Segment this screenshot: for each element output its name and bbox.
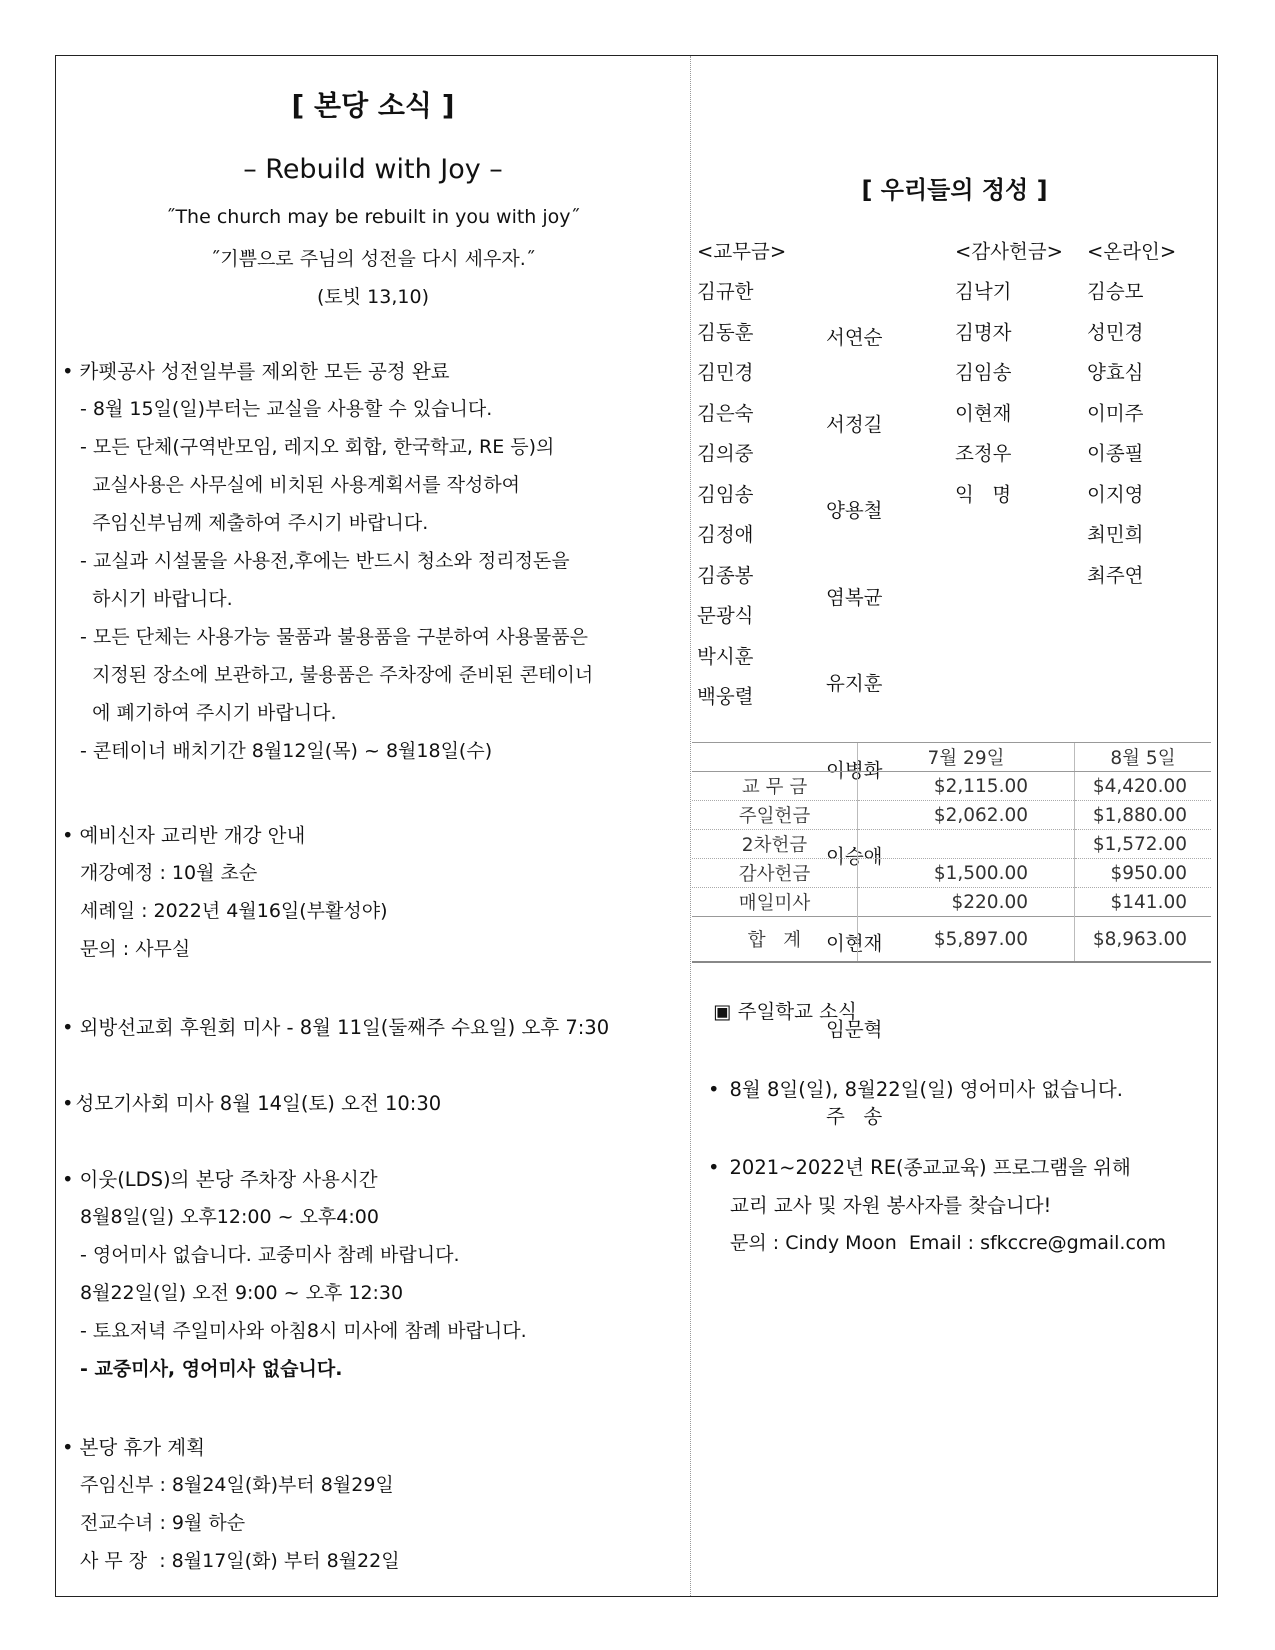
header-school-fee: <교무금> (697, 240, 787, 263)
donor-name: 임문혁 (826, 1018, 883, 1041)
carpet-line: 에 폐기하여 주시기 바랍니다. (80, 702, 337, 724)
parking-line: - 토요저녁 주일미사와 아침8시 미사에 참례 바랍니다. (80, 1320, 527, 1342)
amount-cell: $141.00 (1075, 888, 1212, 917)
parking-heading: • 이웃(LDS)의 본당 주차장 사용시간 (62, 1164, 378, 1192)
table-header-row (692, 743, 1211, 772)
amount-cell (858, 830, 1075, 859)
parking-line: - 교중미사, 영어미사 없습니다. (80, 1358, 343, 1380)
amount-cell: $4,420.00 (1075, 772, 1212, 801)
donor-name: 문광식 (697, 604, 754, 627)
donor-name: 김승모 (1087, 280, 1144, 303)
carpet-line: - 모든 단체는 사용가능 물품과 불용품을 구분하여 사용물품은 (80, 626, 588, 648)
catechumen-line: 문의 : 사무실 (80, 938, 191, 960)
quote-reference: (토빗 13,10) (317, 286, 429, 308)
vacation-line: 전교수녀 : 9월 하순 (80, 1512, 246, 1534)
donor-name: 서연순 (826, 326, 883, 349)
parking-line: 8월8일(일) 오후12:00 ~ 오후4:00 (80, 1206, 379, 1228)
donor-name: 최민희 (1087, 523, 1144, 546)
mother-mass-notice: • 성모기사회 미사 8월 14일(토) 오전 10:30 (62, 1088, 441, 1116)
donor-name: 익 명 (955, 482, 1012, 506)
row-label: 매일미사 (692, 888, 858, 917)
donor-name: 성민경 (1087, 320, 1144, 344)
offering-table (692, 742, 1211, 963)
donor-name: 이현재 (826, 931, 883, 955)
column-divider (690, 56, 691, 1596)
total-cell: $8,963.00 (1075, 917, 1212, 963)
donor-name: 박시훈 (697, 644, 754, 668)
sunday-school-item-cont: 교리 교사 및 자원 봉사자를 찾습니다! (730, 1194, 1052, 1217)
parking-line: - 영어미사 없습니다. 교중미사 참례 바랍니다. (80, 1244, 460, 1266)
donor-name: 김민경 (697, 361, 754, 384)
quote-english: ˝The church may be rebuilt in you with joy˝ (165, 206, 581, 228)
row-label: 감사헌금 (692, 859, 858, 888)
mission-mass-notice: • 외방선교회 후원회 미사 - 8월 11일(둘째주 수요일) 오후 7:30 (62, 1012, 609, 1040)
school-fee-list-1 (697, 272, 754, 718)
date-header: 7월 29일 (858, 743, 1075, 772)
donor-name: 김의중 (697, 442, 754, 465)
amount-cell: $2,115.00 (858, 772, 1075, 801)
donor-name: 김규한 (697, 280, 754, 303)
table-row (692, 830, 1211, 859)
catechumen-line: 개강예정 : 10월 초순 (80, 862, 258, 884)
subtitle-rebuild: – Rebuild with Joy – (243, 154, 503, 185)
contact-info: 문의 : Cindy Moon Email : sfkccre@gmail.com (730, 1232, 1167, 1254)
donor-name: 김은숙 (697, 401, 754, 425)
quote-korean: ˝기쁨으로 주님의 성전을 다시 세우자.˝ (210, 248, 536, 270)
parking-line: 8월22일(일) 오전 9:00 ~ 오후 12:30 (80, 1282, 404, 1304)
table-corner-cell (692, 743, 858, 772)
section-title-parish-news: [ 본당 소식 ] (291, 89, 455, 122)
donor-name: 유지훈 (826, 672, 883, 695)
table-row (692, 801, 1211, 830)
donor-name: 이미주 (1087, 401, 1144, 425)
row-label: 2차헌금 (692, 830, 858, 859)
donor-name: 조정우 (955, 442, 1012, 465)
donor-name: 김명자 (955, 320, 1012, 344)
donor-name: 양용철 (826, 499, 883, 522)
amount-cell: $1,880.00 (1075, 801, 1212, 830)
vacation-line: 주임신부 : 8월24일(화)부터 8월29일 (80, 1474, 394, 1496)
donor-name: 이종필 (1087, 442, 1144, 465)
donor-name: 서정길 (826, 412, 883, 436)
header-thanksgiving: <감사헌금> (955, 240, 1064, 263)
catechumen-line: 세례일 : 2022년 4월16일(부활성야) (80, 900, 388, 922)
thanksgiving-list (955, 272, 1012, 515)
vacation-heading: • 본당 휴가 계획 (62, 1432, 205, 1460)
donor-name: 김임송 (955, 361, 1012, 384)
donor-name: 최주연 (1087, 563, 1144, 587)
table-row (692, 888, 1211, 917)
table-total-row (692, 917, 1211, 963)
donor-name: 백웅렬 (697, 685, 754, 708)
donor-name: 김낙기 (955, 280, 1012, 303)
sunday-school-item: • 2021~2022년 RE(종교교육) 프로그램을 위해 (708, 1152, 1131, 1180)
carpet-line: - 교실과 시설물을 사용전,후에는 반드시 청소와 정리정돈을 (80, 550, 570, 572)
carpet-heading: • 카펫공사 성전일부를 제외한 모든 공정 완료 (62, 356, 450, 384)
donor-name: 이승애 (826, 845, 883, 868)
total-label: 합 계 (692, 917, 858, 963)
section-title-offerings: [ 우리들의 정성 ] (861, 176, 1048, 204)
table-row (692, 859, 1211, 888)
donor-name: 염복균 (826, 585, 883, 609)
date-header: 8월 5일 (1075, 743, 1212, 772)
carpet-line: 교실사용은 사무실에 비치된 사용계획서를 작성하여 (80, 474, 521, 496)
donor-name: 이지영 (1087, 482, 1144, 506)
donor-name: 주 송 (826, 1104, 883, 1128)
carpet-line: 지정된 장소에 보관하고, 불용품은 주차장에 준비된 콘테이너 (80, 664, 594, 686)
donor-name: 김동훈 (697, 320, 754, 344)
table-row (692, 772, 1211, 801)
carpet-line: - 모든 단체(구역반모임, 레지오 회합, 한국학교, RE 등)의 (80, 436, 555, 458)
donor-name: 양효심 (1087, 361, 1144, 384)
carpet-line: - 콘테이너 배치기간 8월12일(목) ~ 8월18일(수) (80, 740, 493, 762)
catechumen-heading: • 예비신자 교리반 개강 안내 (62, 820, 305, 848)
header-online: <온라인> (1087, 240, 1177, 263)
school-fee-list-2 (826, 272, 883, 1160)
donor-name: 이병화 (826, 758, 883, 782)
online-list (1087, 272, 1144, 596)
amount-cell: $2,062.00 (858, 801, 1075, 830)
donor-name: 김임송 (697, 482, 754, 506)
donor-name: 김종봉 (697, 563, 754, 587)
carpet-line: 하시기 바랍니다. (80, 588, 233, 610)
vacation-line: 사 무 장 : 8월17일(화) 부터 8월22일 (80, 1550, 400, 1572)
amount-cell: $950.00 (1075, 859, 1212, 888)
amount-cell: $220.00 (858, 888, 1075, 917)
donor-name: 김정애 (697, 523, 754, 546)
row-label: 주일헌금 (692, 801, 858, 830)
carpet-line: 주임신부님께 제출하여 주시기 바랍니다. (80, 512, 429, 534)
total-cell: $5,897.00 (858, 917, 1075, 963)
carpet-line: - 8월 15일(일)부터는 교실을 사용할 수 있습니다. (80, 398, 493, 420)
amount-cell: $1,500.00 (858, 859, 1075, 888)
sunday-school-item: • 8월 8일(일), 8월22일(일) 영어미사 없습니다. (708, 1074, 1123, 1102)
sunday-school-heading: ▣ 주일학교 소식 (713, 1000, 857, 1023)
donor-name: 이현재 (955, 401, 1012, 425)
amount-cell: $1,572.00 (1075, 830, 1212, 859)
row-label: 교 무 금 (692, 772, 858, 801)
